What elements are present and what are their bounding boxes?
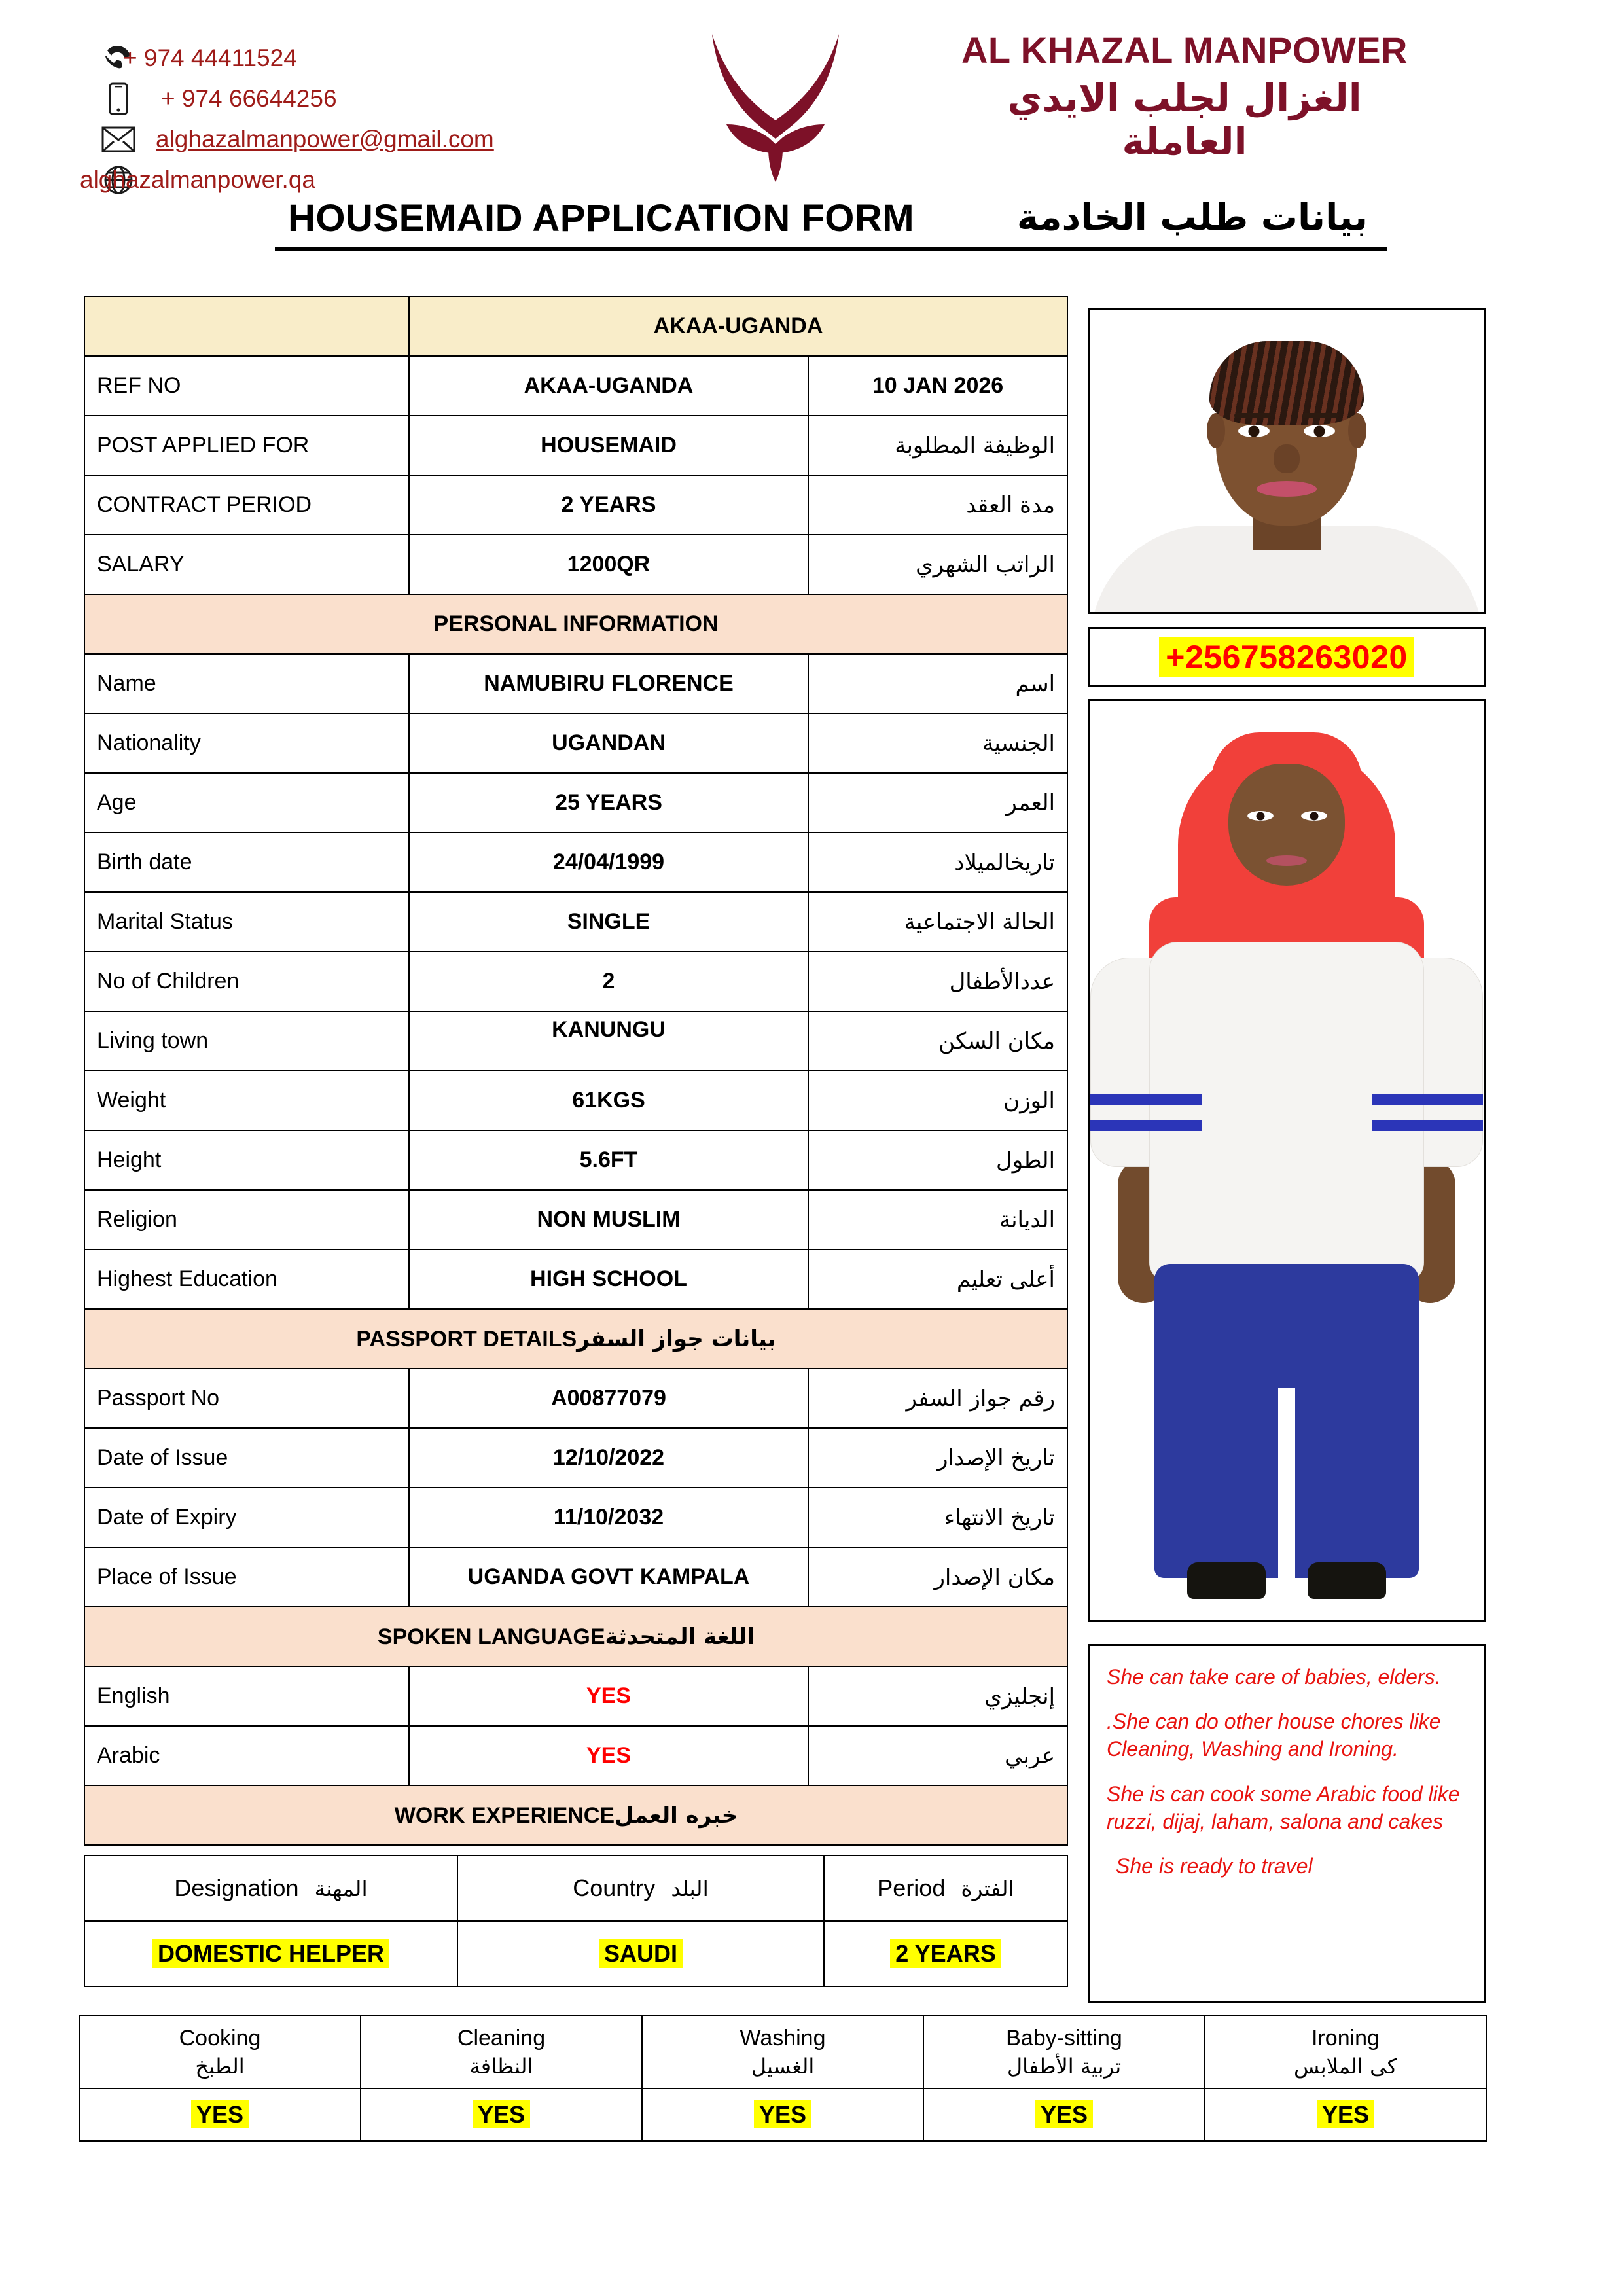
value-marital-status: SINGLE: [409, 892, 808, 952]
section-header-passport: [84, 1309, 1067, 1369]
table-row: [84, 773, 1067, 833]
designation-highlight: DOMESTIC HELPER: [152, 1939, 389, 1968]
arabic-living-town: مكان السكن: [808, 1011, 1067, 1071]
table-row: [84, 416, 1067, 475]
application-details-table: [84, 296, 1068, 1846]
candidate-phone-box: [1088, 627, 1486, 687]
skill-label-babysitting-ar: تربية الأطفال: [1007, 2053, 1122, 2079]
contact-row-mobile: [98, 79, 622, 119]
note-line: She is ready to travel: [1116, 1854, 1313, 1878]
column-header-designation: [84, 1856, 457, 1921]
skill-label-cleaning-en: Cleaning: [457, 2025, 546, 2051]
brand-name-en: AL KHAZAL MANPOWER: [961, 29, 1408, 71]
label-name: Name: [84, 654, 409, 713]
table-row: [84, 1547, 1067, 1607]
skill-value-cooking: [79, 2089, 361, 2141]
label-height: Height: [84, 1130, 409, 1190]
arabic-birth-date: تاريخالميلاد: [808, 833, 1067, 892]
arabic-date-of-expiry: تاريخ الانتهاء: [808, 1488, 1067, 1547]
form-title-ar: بيانات طلب الخادمة: [1016, 196, 1368, 239]
value-age: 25 YEARS: [409, 773, 808, 833]
skill-header-cooking: [79, 2015, 361, 2089]
skills-table: [79, 2015, 1487, 2142]
value-nationality: UGANDAN: [409, 713, 808, 773]
column-header-period-ar: الفترة: [961, 1876, 1014, 1901]
skill-header-washing: [642, 2015, 923, 2089]
value-language-english: YES: [409, 1666, 808, 1726]
skill-yes-babysitting: YES: [1035, 2100, 1093, 2128]
label-living-town: Living town: [84, 1011, 409, 1071]
value-post-applied: HOUSEMAID: [409, 416, 808, 475]
label-date-of-expiry: Date of Expiry: [84, 1488, 409, 1547]
table-row: [84, 892, 1067, 952]
label-highest-education: Highest Education: [84, 1249, 409, 1309]
label-post-applied: POST APPLIED FOR: [84, 416, 409, 475]
section-title-work-experience: [84, 1785, 1067, 1845]
value-ref-no: AKAA-UGANDA: [409, 356, 808, 416]
section-header-work-experience: [84, 1785, 1067, 1845]
contact-row-email: [98, 119, 622, 160]
candidate-notes-box: [1088, 1644, 1486, 2003]
value-language-arabic: YES: [409, 1726, 808, 1785]
skill-label-cooking-en: Cooking: [179, 2025, 261, 2051]
value-name: NAMUBIRU FLORENCE: [409, 654, 808, 713]
arabic-language-arabic: عربي: [808, 1726, 1067, 1785]
skill-label-ironing-en: Ironing: [1311, 2025, 1380, 2051]
brand-block: [942, 31, 1427, 164]
form-title-en: HOUSEMAID APPLICATION FORM: [288, 197, 915, 240]
value-living-town: KANUNGU: [409, 1011, 808, 1071]
title-underline: [275, 247, 1387, 251]
skill-yes-washing: YES: [754, 2100, 812, 2128]
value-designation: [84, 1921, 457, 1986]
gazelle-head-logo: [700, 26, 851, 183]
table-row: [84, 1011, 1067, 1071]
brand-name-ar: الغزال لجلب الايدي العاملة: [1007, 75, 1362, 164]
period-highlight: 2 YEARS: [890, 1939, 1001, 1968]
country-highlight: SAUDI: [599, 1939, 683, 1968]
section-title-passport: [84, 1309, 1067, 1369]
skill-header-ironing: [1205, 2015, 1486, 2089]
table-row: [84, 535, 1067, 594]
value-date-of-expiry: 11/10/2032: [409, 1488, 808, 1547]
section-title-work-experience-ar: خبره العمل: [615, 1802, 738, 1829]
arabic-age: العمر: [808, 773, 1067, 833]
arabic-marital-status: الحالة الاجتماعية: [808, 892, 1067, 952]
skill-yes-cleaning: YES: [473, 2100, 530, 2128]
contact-row-telephone: [98, 38, 622, 79]
section-title-languages-ar: اللغة المتحدثة: [605, 1623, 755, 1650]
skill-label-ironing-ar: كى الملابس: [1293, 2053, 1397, 2079]
table-row: [84, 833, 1067, 892]
table-row: [84, 654, 1067, 713]
label-date-of-issue: Date of Issue: [84, 1428, 409, 1488]
telephone-number: + 974 44411524: [123, 45, 297, 71]
skill-value-ironing: [1205, 2089, 1486, 2141]
table-row: [84, 356, 1067, 416]
arabic-salary: الراتب الشهري: [808, 535, 1067, 594]
table-row: [84, 952, 1067, 1011]
contact-row-website: [80, 160, 622, 200]
email-address[interactable]: alghazalmanpower@gmail.com: [156, 126, 494, 152]
arabic-place-of-issue: مكان الإصدار: [808, 1547, 1067, 1607]
table-row: [84, 1428, 1067, 1488]
label-age: Age: [84, 773, 409, 833]
skills-header-row: [79, 2015, 1486, 2089]
skill-label-washing-en: Washing: [740, 2025, 826, 2051]
column-header-country-en: Country: [573, 1874, 656, 1901]
work-experience-entry-row: [84, 1921, 1067, 1986]
note-line: .She can do other house chores like Cleaning, Washing and Ironing.: [1107, 1710, 1441, 1761]
skill-header-babysitting: [923, 2015, 1205, 2089]
arabic-nationality: الجنسية: [808, 713, 1067, 773]
arabic-name: اسم: [808, 654, 1067, 713]
value-religion: NON MUSLIM: [409, 1190, 808, 1249]
table-row: [84, 1190, 1067, 1249]
skill-header-cleaning: [361, 2015, 642, 2089]
table-row: [84, 1369, 1067, 1428]
page-header: [0, 0, 1623, 196]
mobile-number: + 974 66644256: [161, 85, 337, 112]
work-experience-table: [84, 1855, 1068, 1987]
table-row: [84, 1249, 1067, 1309]
arabic-passport-no: رقم جواز السفر: [808, 1369, 1067, 1428]
value-birth-date: 24/04/1999: [409, 833, 808, 892]
label-language-arabic: Arabic: [84, 1726, 409, 1785]
value-no-of-children: 2: [409, 952, 808, 1011]
mobile-phone-icon: [98, 82, 139, 115]
skills-value-row: [79, 2089, 1486, 2141]
value-place-of-issue: UGANDA GOVT KAMPALA: [409, 1547, 808, 1607]
banner-left-cell: [84, 296, 409, 356]
section-title-work-experience-en: WORK EXPERIENCE: [394, 1803, 615, 1828]
form-title-bar: [275, 196, 1387, 251]
section-title-languages: [84, 1607, 1067, 1666]
table-row: [84, 1071, 1067, 1130]
section-header-personal: [84, 594, 1067, 654]
arabic-date-of-issue: تاريخ الإصدار: [808, 1428, 1067, 1488]
label-place-of-issue: Place of Issue: [84, 1547, 409, 1607]
candidate-headshot-photo: [1088, 308, 1486, 614]
label-passport-no: Passport No: [84, 1369, 409, 1428]
skill-label-cooking-ar: الطبخ: [195, 2053, 245, 2079]
label-language-english: English: [84, 1666, 409, 1726]
column-header-period: [824, 1856, 1067, 1921]
column-header-designation-ar: المهنة: [314, 1876, 368, 1901]
arabic-language-english: إنجليزي: [808, 1666, 1067, 1726]
column-header-country-ar: البلد: [671, 1876, 709, 1901]
arabic-highest-education: أعلى تعليم: [808, 1249, 1067, 1309]
table-row: [84, 713, 1067, 773]
value-highest-education: HIGH SCHOOL: [409, 1249, 808, 1309]
label-birth-date: Birth date: [84, 833, 409, 892]
value-contract-period: 2 YEARS: [409, 475, 808, 535]
skill-label-babysitting-en: Baby-sitting: [1006, 2025, 1122, 2051]
value-country: [457, 1921, 824, 1986]
label-salary: SALARY: [84, 535, 409, 594]
value-passport-no: A00877079: [409, 1369, 808, 1428]
work-experience-header-row: [84, 1856, 1067, 1921]
arabic-contract-period: مدة العقد: [808, 475, 1067, 535]
skill-value-washing: [642, 2089, 923, 2141]
website-url[interactable]: alghazalmanpower.qa: [80, 166, 315, 193]
arabic-height: الطول: [808, 1130, 1067, 1190]
arabic-religion: الديانة: [808, 1190, 1067, 1249]
label-contract-period: CONTRACT PERIOD: [84, 475, 409, 535]
arabic-no-of-children: عددالأطفال: [808, 952, 1067, 1011]
note-line: She can take care of babies, elders.: [1107, 1665, 1441, 1689]
value-salary: 1200QR: [409, 535, 808, 594]
skill-value-cleaning: [361, 2089, 642, 2141]
label-no-of-children: No of Children: [84, 952, 409, 1011]
value-ref-date: 10 JAN 2026: [808, 356, 1067, 416]
arabic-post-applied: الوظيفة المطلوبة: [808, 416, 1067, 475]
table-row: [84, 475, 1067, 535]
skill-label-washing-ar: الغسيل: [751, 2053, 815, 2079]
skill-label-cleaning-ar: النظافة: [469, 2053, 533, 2079]
value-period: [824, 1921, 1067, 1986]
skill-yes-cooking: YES: [191, 2100, 249, 2128]
column-header-designation-en: Designation: [174, 1874, 299, 1901]
label-nationality: Nationality: [84, 713, 409, 773]
section-title-languages-en: SPOKEN LANGUAGE: [377, 1624, 605, 1649]
section-title-personal: PERSONAL INFORMATION: [84, 594, 1067, 654]
label-ref-no: REF NO: [84, 356, 409, 416]
table-row: [84, 1726, 1067, 1785]
section-title-passport-ar: بيانات جواز السفر: [577, 1325, 776, 1352]
table-row: [84, 1488, 1067, 1547]
table-row-banner: [84, 296, 1067, 356]
candidate-phone-number: +256758263020: [1159, 637, 1414, 677]
value-date-of-issue: 12/10/2022: [409, 1428, 808, 1488]
candidate-fullbody-photo: [1088, 699, 1486, 1622]
label-marital-status: Marital Status: [84, 892, 409, 952]
table-row: [84, 1666, 1067, 1726]
envelope-icon: [98, 126, 139, 152]
column-header-period-en: Period: [877, 1874, 946, 1901]
note-line: She is can cook some Arabic food like ruzzi, dijaj, laham, salona and cakes: [1107, 1782, 1460, 1833]
section-title-passport-en: PASSPORT DETAILS: [356, 1326, 577, 1352]
value-weight: 61KGS: [409, 1071, 808, 1130]
column-header-country: [457, 1856, 824, 1921]
value-height: 5.6FT: [409, 1130, 808, 1190]
label-weight: Weight: [84, 1071, 409, 1130]
label-religion: Religion: [84, 1190, 409, 1249]
section-header-languages: [84, 1607, 1067, 1666]
job-banner: AKAA-UGANDA: [409, 296, 1067, 356]
skill-yes-ironing: YES: [1317, 2100, 1374, 2128]
contact-block: [80, 38, 622, 200]
table-row: [84, 1130, 1067, 1190]
skill-value-babysitting: [923, 2089, 1205, 2141]
arabic-weight: الوزن: [808, 1071, 1067, 1130]
